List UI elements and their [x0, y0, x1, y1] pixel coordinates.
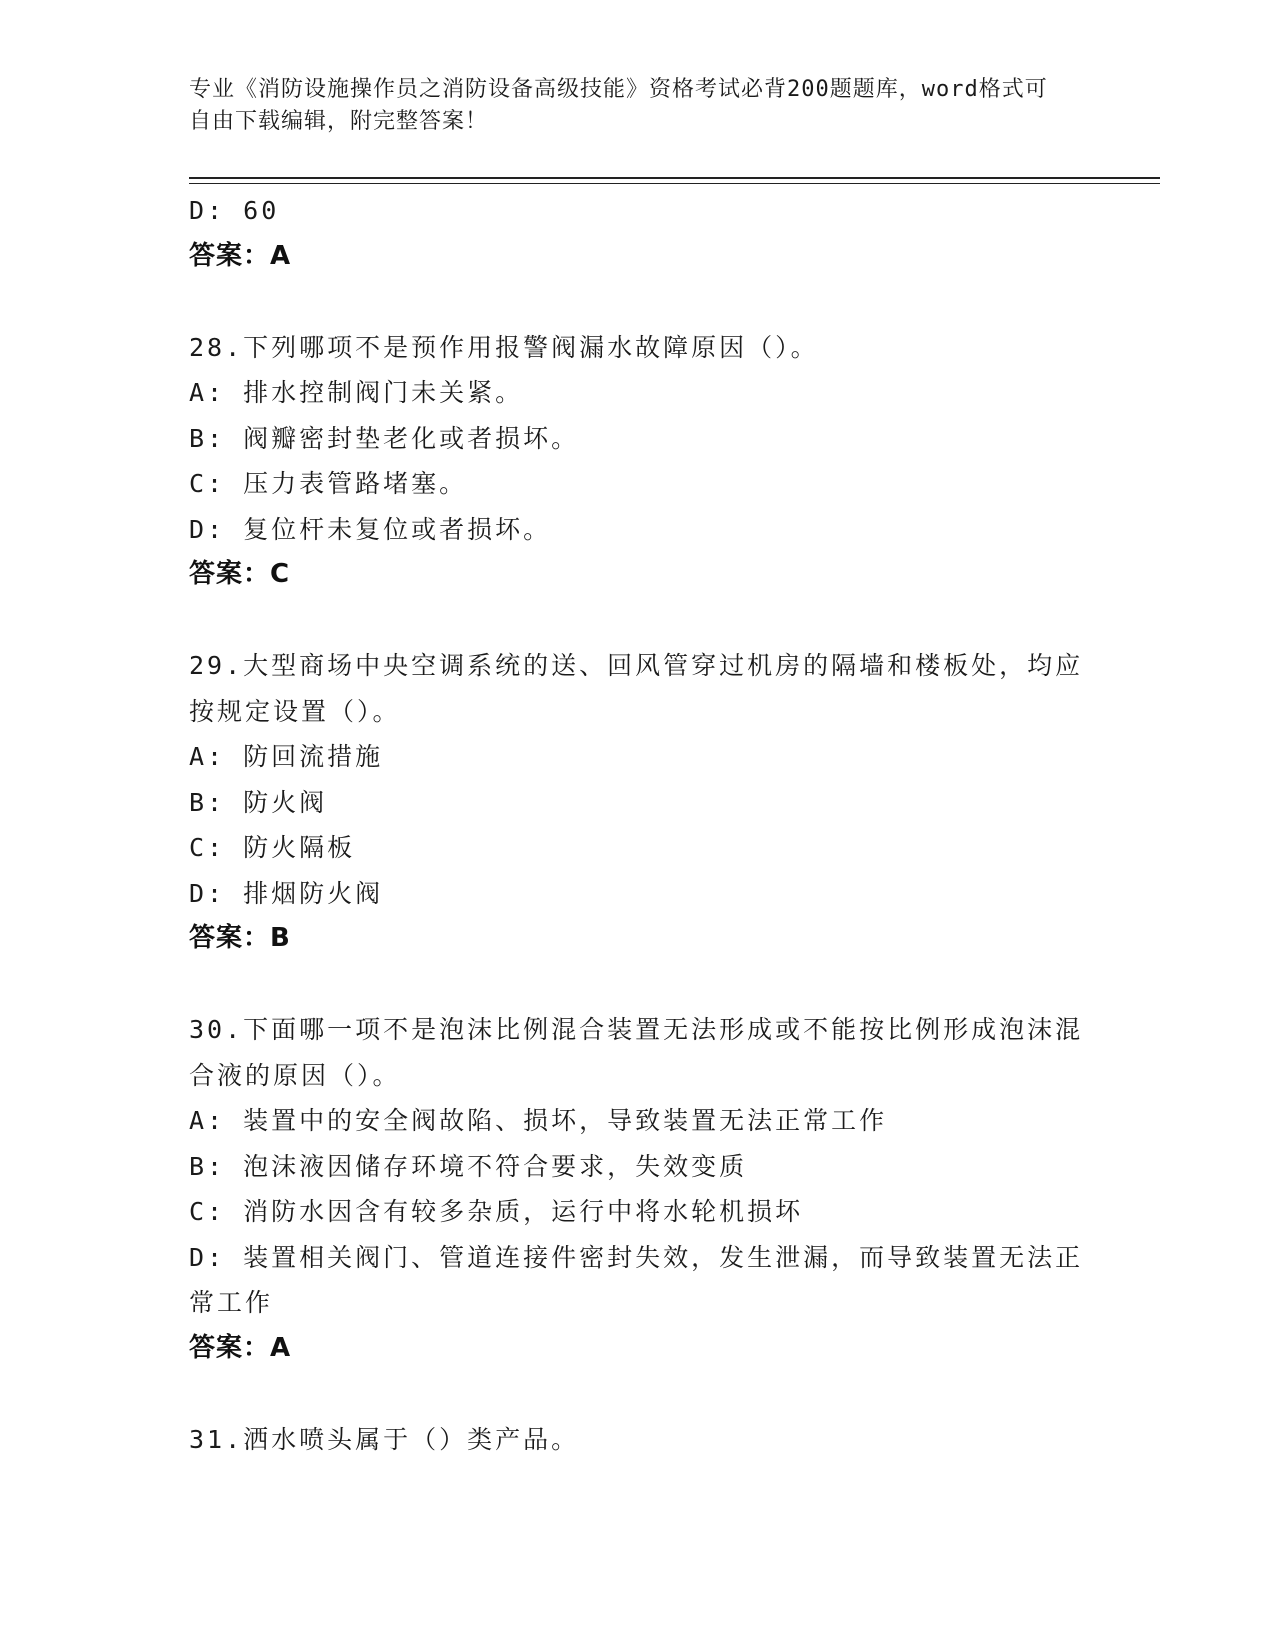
option-a: A: 装置中的安全阀故陷、损坏，导致装置无法正常工作 — [189, 1106, 888, 1135]
header-text: 专业《消防设施操作员之消防设备高级技能》资格考试必背200题题库，word格式可自由下载编辑，附完整答案！ — [189, 77, 1048, 134]
option-d: D: 装置相关阀门、管道连接件密封失效，发生泄漏，而导致装置无法正常工作 — [189, 1242, 1084, 1317]
spacer — [189, 598, 1089, 644]
question-stem: 30.下面哪一项不是泡沫比例混合装置无法形成或不能按比例形成泡沫混合液的原因（）。 — [189, 1015, 1084, 1090]
option-b: B: 阀瓣密封垫老化或者损坏。 — [189, 423, 580, 453]
question-31 — [189, 1417, 1089, 1463]
question-stem: 29.大型商场中央空调系统的送、回风管穿过机房的隔墙和楼板处，均应按规定设置（）。 — [189, 651, 1084, 726]
option-d: D: 60 — [189, 196, 280, 225]
spacer — [189, 962, 1089, 1008]
option-b: B: 防火阀 — [189, 787, 328, 817]
question-stem: 31.洒水喷头属于（）类产品。 — [189, 1424, 580, 1454]
question-30 — [189, 1007, 1089, 1371]
header-divider-thick — [189, 177, 1160, 179]
answer-line: 答案：B — [189, 923, 291, 953]
document-body — [189, 188, 1089, 1462]
page-header — [189, 74, 1069, 138]
spacer — [189, 1371, 1089, 1417]
answer-line: 答案：A — [189, 240, 292, 271]
option-a: A: 防回流措施 — [189, 742, 384, 771]
question-29 — [189, 643, 1089, 962]
option-d: D: 复位杆未复位或者损坏。 — [189, 514, 552, 544]
option-b: B: 泡沫液因储存环境不符合要求，失效变质 — [189, 1151, 748, 1181]
option-c: C: 压力表管路堵塞。 — [189, 469, 468, 498]
question-28 — [189, 325, 1089, 598]
question-stem: 28.下列哪项不是预作用报警阀漏水故障原因（）。 — [189, 332, 819, 362]
answer-line: 答案：A — [189, 1332, 292, 1363]
option-d: D: 排烟防火阀 — [189, 878, 384, 908]
spacer — [189, 279, 1089, 325]
option-c: C: 消防水因含有较多杂质，运行中将水轮机损坏 — [189, 1197, 804, 1226]
answer-line: 答案：C — [189, 559, 291, 589]
header-divider-thin — [189, 183, 1160, 184]
option-c: C: 防火隔板 — [189, 833, 356, 862]
option-a: A: 排水控制阀门未关紧。 — [189, 378, 524, 407]
